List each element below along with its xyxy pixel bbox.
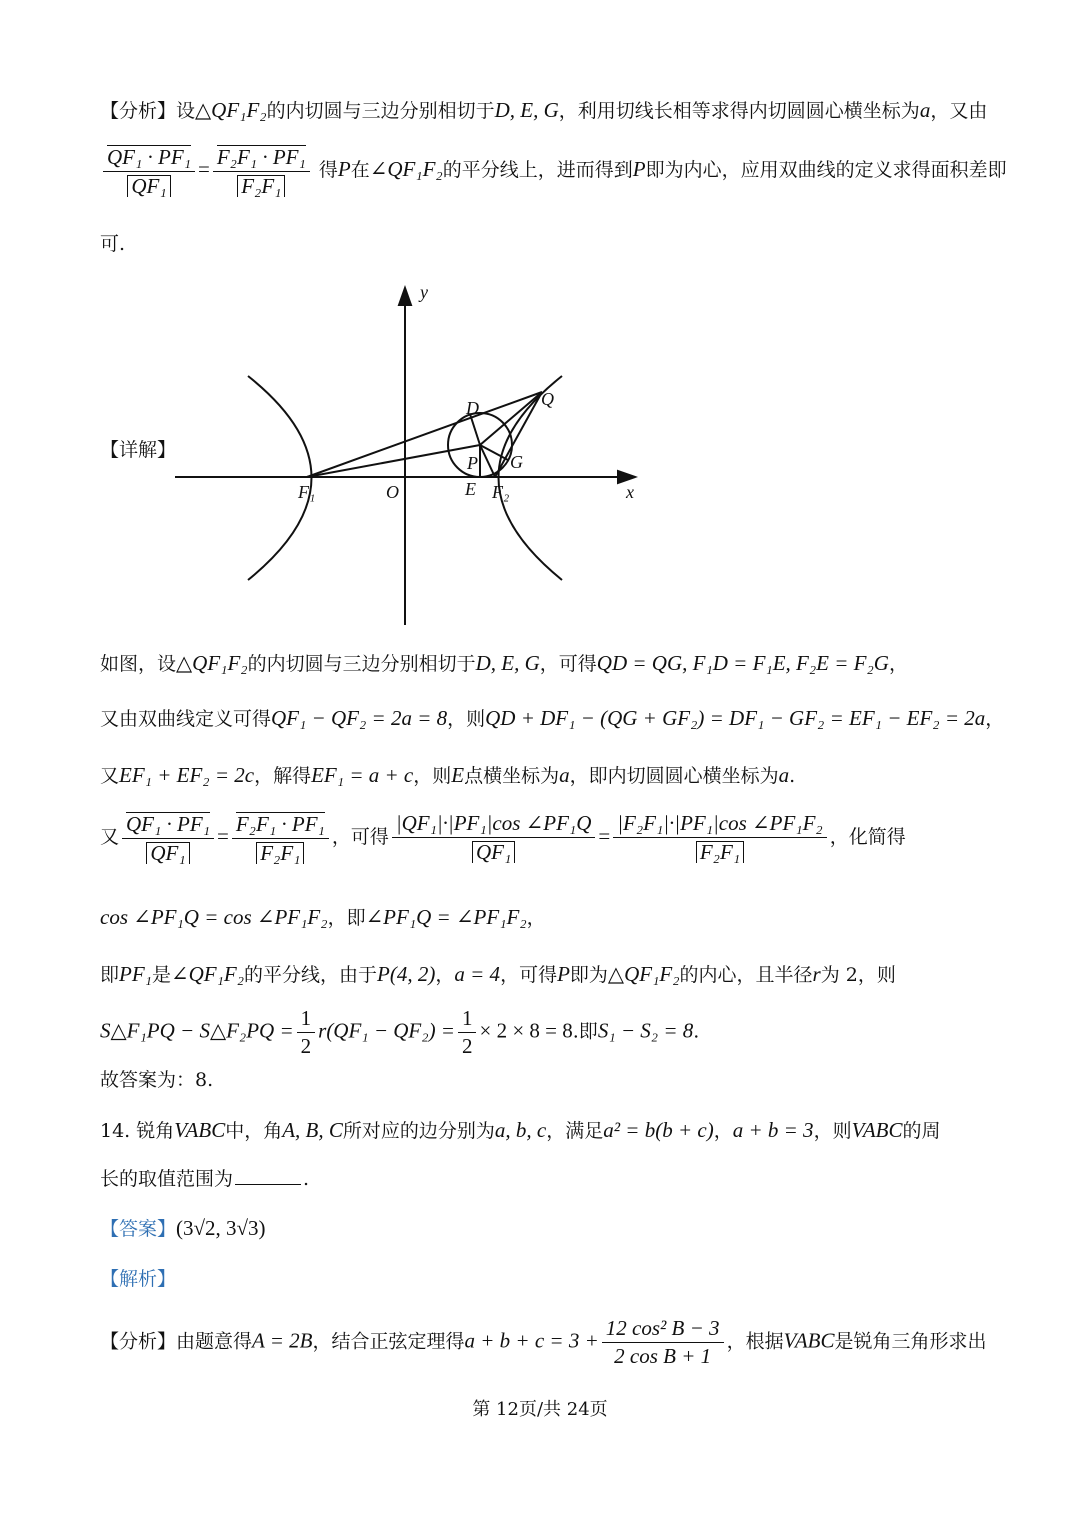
detail-line-1: 如图，设△QF₁F₂的内切圆与三边分别相切于D, E, G，可得QD = QG, F₁D = F₁E, F₂E = F₂G， xyxy=(100,651,908,675)
label-Q: Q xyxy=(541,389,554,409)
question-14-line-1: 14. 锐角VABC中，角A, B, C所对应的边分别为a, b, c，满足a² = b(b + c)，a + b = 3，则VABC的周 xyxy=(100,1118,941,1142)
label-O: O xyxy=(386,482,399,502)
detail-line-8: 故答案为：8. xyxy=(100,1069,214,1091)
label-F1: F₁ xyxy=(298,482,316,502)
analysis-line-3: 可. xyxy=(100,233,126,255)
label-P: P xyxy=(467,453,478,473)
label-E: E xyxy=(465,479,476,499)
label-x: x xyxy=(626,482,634,502)
q14-analysis-line: 【分析】由题意得A = 2B，结合正弦定理得a + b + c = 3 + $\frac{\text{12 cos² B − 3}}{\text{2 cos B + 1}}$ ，根据VABC是锐角三角形求出 xyxy=(100,1316,987,1368)
segment-P-D xyxy=(470,414,480,445)
label-G: G xyxy=(510,452,523,472)
fraction-d: $\frac{\text{|F₂F₁|·|PF₁|cos ∠PF₁F₂}}{\text{F₂F₁}}$ xyxy=(613,813,826,863)
answer-blank xyxy=(235,1184,301,1185)
detail-line-5: cos ∠PF₁Q = cos ∠PF₁F₂，即∠PF₁Q = ∠PF₁F₂， xyxy=(100,905,546,929)
detail-tag: 【详解】 xyxy=(100,439,177,461)
answer-tag: 【答案】 xyxy=(100,1218,177,1240)
analysis-tag-line xyxy=(100,1270,176,1289)
hyperbola-figure xyxy=(170,280,650,630)
label-y: y xyxy=(420,282,428,302)
y-axis-arrow xyxy=(399,288,411,305)
fraction-half-2: $\frac{1}{2}$ xyxy=(458,1008,477,1057)
detail-line-6: 即PF₁是∠QF₁F₂的平分线，由于P(4, 2)，a = 4，可得P即为△QF₁F₂的内心，且半径r为 2，则 xyxy=(100,962,896,986)
detail-line-7: S△F₁PQ − S△F₂PQ = $\frac{1}{2}$ r(QF₁ − QF₂) = $\frac{1}{2}$ × 2 × 8 = 8.即S₁ − S₂ = 8. xyxy=(100,1006,700,1058)
page-footer: 第 12页/共 24页 xyxy=(472,1399,608,1420)
analysis-line-2: $\frac{\text{QF₁ · PF₁}}{\text{QF₁}}$ = $\frac{\text{F₂F₁ · PF₁}}{\text{F₂F₁}}$ 得P在∠QF₁F₂的平分线上，进而得到P即为内心，应用双曲线的定义求得面积差即 xyxy=(100,145,1007,197)
fraction-right: $\frac{\text{F₂F₁ · PF₁}}{\text{F₂F₁}}$ xyxy=(213,145,310,197)
label-F2: F₂ xyxy=(492,482,510,502)
fraction-b: $\frac{\text{F₂F₁ · PF₁}}{\text{F₂F₁}}$ xyxy=(232,812,329,864)
fraction-a: $\frac{\text{QF₁ · PF₁}}{\text{QF₁}}$ xyxy=(122,812,214,864)
answer-value: (3√2, 3√3) xyxy=(176,1216,266,1240)
fraction-left: $\frac{\text{QF₁ · PF₁}}{\text{QF₁}}$ xyxy=(103,145,195,197)
answer-line xyxy=(100,1218,266,1239)
detail-line-3: 又EF₁ + EF₂ = 2c，解得EF₁ = a + c，则E点横坐标为a，即内切圆圆心横坐标为a. xyxy=(100,763,796,787)
detail-line-2: 又由双曲线定义可得QF₁ − QF₂ = 2a = 8，则QD + DF₁ − (QG + GF₂) = DF₁ − GF₂ = EF₁ − EF₂ = 2a， xyxy=(100,706,1005,730)
label-D: D xyxy=(466,398,479,418)
analysis-tag: 【解析】 xyxy=(100,1268,177,1290)
segment-F1-P xyxy=(307,445,480,477)
question-14-line-2: 长的取值范围为 . xyxy=(100,1168,310,1190)
analysis-line-1: 【分析】设△QF₁F₂的内切圆与三边分别相切于D, E, G，利用切线长相等求得内切圆圆心横坐标为a，又由 xyxy=(100,98,988,122)
fraction-half-1: $\frac{1}{2}$ xyxy=(297,1008,316,1057)
fraction-c: $\frac{\text{|QF₁|·|PF₁|cos ∠PF₁Q}}{\text{QF₁}}$ xyxy=(392,813,596,863)
detail-line-4: 又 $\frac{\text{QF₁ · PF₁}}{\text{QF₁}}$ = $\frac{\text{F₂F₁ · PF₁}}{\text{F₂F₁}}$ ，可得 $\frac{\text{|QF₁|·|PF₁|cos ∠PF₁Q}}{\text{QF₁}}$ = $\frac{\text{|F₂F₁|·|PF₁|cos ∠PF₁F₂}}{\text{F₂F₁}}$ ，化简得 xyxy=(100,811,906,865)
fraction-perimeter: $\frac{\text{12 cos² B − 3}}{\text{2 cos B + 1}}$ xyxy=(602,1318,724,1367)
